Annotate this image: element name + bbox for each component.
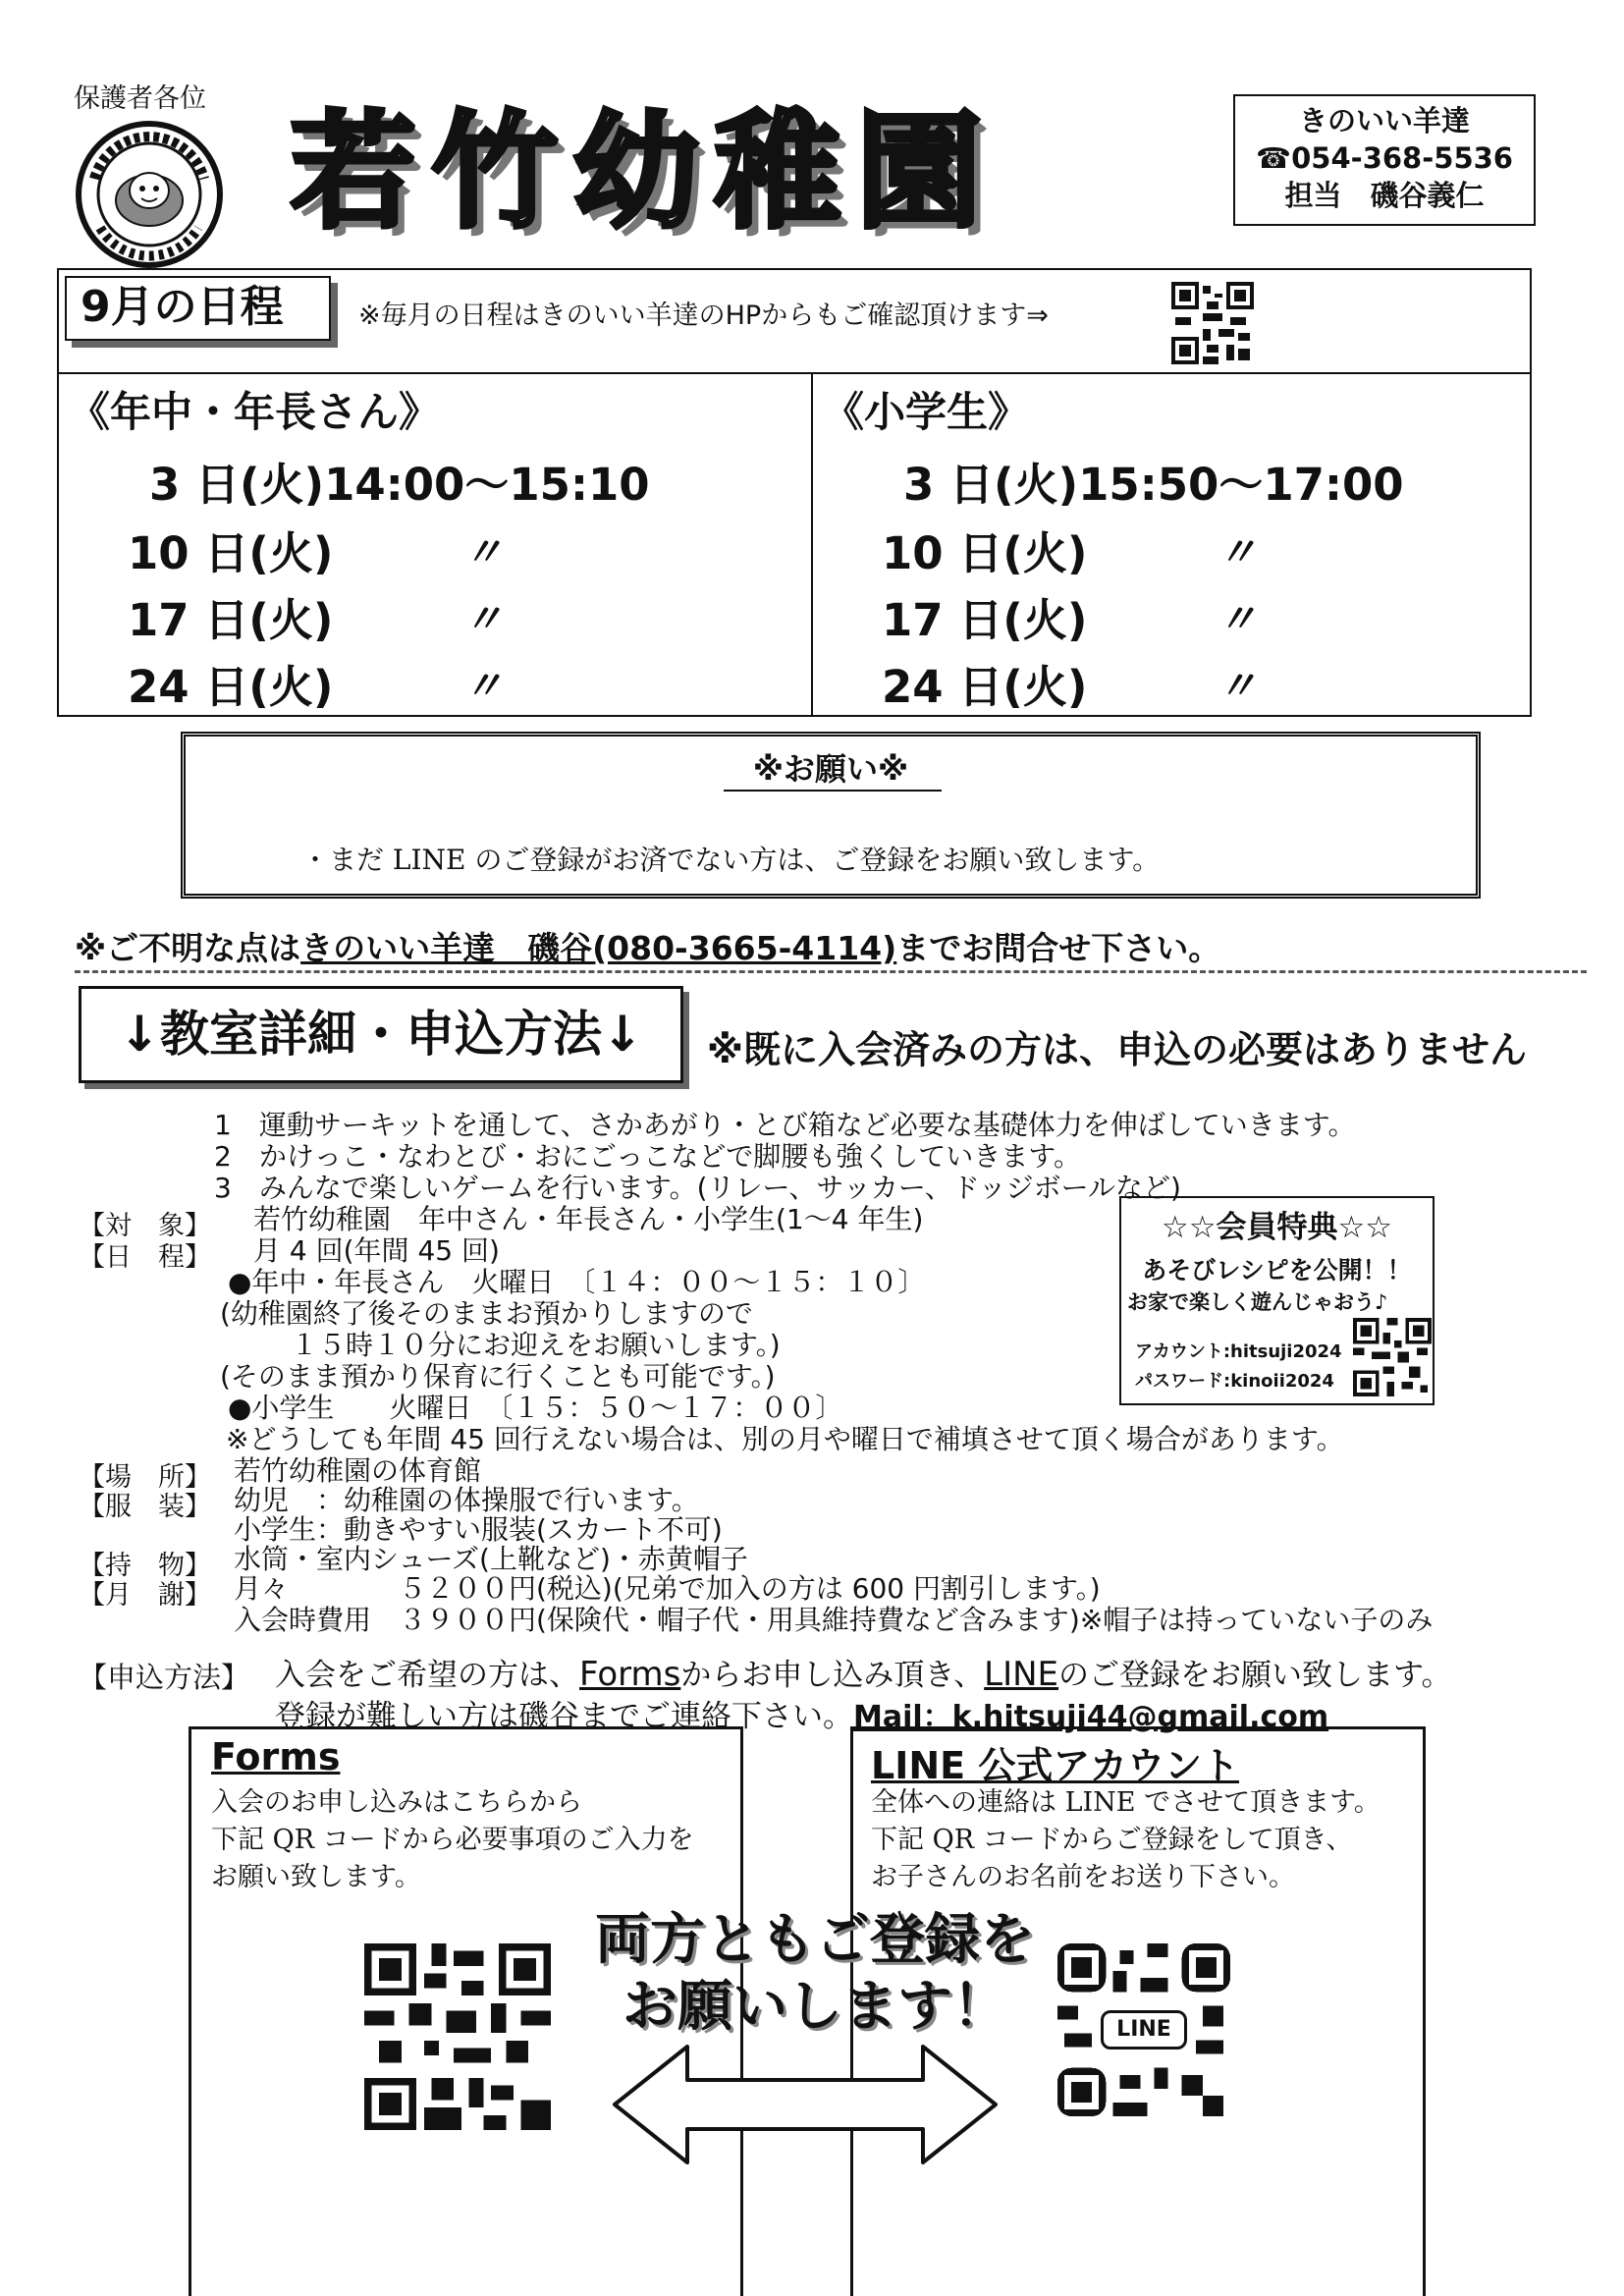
register-both-message bbox=[589, 1907, 1041, 2041]
kindergarten-row-3: 17 日(火) bbox=[128, 594, 334, 646]
register-both-line-2: お願いします！ bbox=[623, 1975, 1007, 2039]
kindergarten-row-4: 24 日(火) bbox=[128, 661, 334, 713]
apply-text-a: 入会をご希望の方は、 bbox=[275, 1658, 579, 1693]
member-line-1: あそびレシピを公開！！ bbox=[1142, 1256, 1412, 1285]
inquiry-prefix: ※ご不明な点は bbox=[75, 929, 301, 967]
line-text-1: 全体への連絡は LINE でさせて頂きます。 bbox=[871, 1787, 1380, 1818]
forms-title: Forms bbox=[211, 1735, 341, 1778]
schedule-line-6: ●小学生 火曜日 〔１５：５０～１７：００〕 bbox=[228, 1392, 843, 1424]
contact-phone: ☎054-368-5536 bbox=[1256, 141, 1513, 175]
apply-text-c: のご登録をお願い致します。 bbox=[1058, 1658, 1452, 1693]
inquiry-contact: きのいい羊達 磯谷(080-3665-4114) bbox=[300, 929, 897, 967]
member-benefit-box bbox=[1119, 1196, 1435, 1405]
member-password: パスワード:kinoii2024 bbox=[1135, 1371, 1334, 1392]
target-value: 若竹幼稚園 年中さん・年長さん・小学生(1～4 年生) bbox=[253, 1203, 924, 1235]
sheep-logo bbox=[75, 120, 224, 269]
fee-enrollment: 入会時費用 ３９００円(保険代・帽子代・用具維持費など含みます)※帽子は持っていない子のみ bbox=[234, 1604, 1434, 1636]
register-both-line-1: 両方ともご登録を bbox=[595, 1908, 1035, 1972]
elementary-row-1: 3 日(火)15:50～17:00 bbox=[903, 459, 1404, 511]
request-box bbox=[181, 732, 1481, 899]
forms-qr-code[interactable] bbox=[364, 1943, 551, 2130]
inquiry-line bbox=[75, 923, 1220, 969]
kindergarten-row-3-ditto: 〃 bbox=[463, 597, 503, 642]
elementary-row-4-ditto: 〃 bbox=[1218, 664, 1257, 709]
place-value: 若竹幼稚園の体育館 bbox=[234, 1454, 482, 1487]
kindergarten-heading: 《年中・年長さん》 bbox=[69, 388, 441, 436]
schedule-line-2: ●年中・年長さん 火曜日 〔１４：００～１５：１０〕 bbox=[228, 1266, 926, 1298]
schedule-label: 【日 程】 bbox=[79, 1242, 211, 1273]
elementary-heading: 《小学生》 bbox=[823, 388, 1030, 436]
member-line-2: お家で楽しく遊んじゃおう♪ bbox=[1127, 1290, 1388, 1314]
apply-line-1 bbox=[275, 1650, 1452, 1694]
forms-text-3: お願い致します。 bbox=[211, 1862, 421, 1892]
items-value: 水筒・室内シューズ(上靴など)・赤黄帽子 bbox=[234, 1543, 748, 1575]
line-text-3: お子さんのお名前をお送り下さい。 bbox=[871, 1862, 1295, 1892]
point-1: 1 運動サーキットを通して、さかあがり・とび箱など必要な基礎体力を伸ばしていきます。 bbox=[214, 1109, 1356, 1141]
line-link[interactable]: LINE bbox=[984, 1655, 1059, 1694]
kindergarten-row-1: 3 日(火)14:00～15:10 bbox=[149, 459, 650, 511]
kindergarten-row-4-ditto: 〃 bbox=[463, 664, 503, 709]
schedule-line-1: 月 4 回(年間 45 回) bbox=[253, 1234, 500, 1267]
schedule-column-divider bbox=[811, 372, 813, 717]
schedule-title: 9月の日程 bbox=[65, 276, 331, 341]
elementary-row-2-ditto: 〃 bbox=[1218, 530, 1257, 575]
fee-monthly: 月々 ５２００円(税込)(兄弟で加入の方は 600 円割引します。) bbox=[234, 1572, 1101, 1605]
elementary-row-3: 17 日(火) bbox=[882, 594, 1088, 646]
schedule-line-4: １５時１０分にお迎えをお願いします。) bbox=[291, 1329, 781, 1361]
member-account: アカウント:hitsuji2024 bbox=[1135, 1341, 1342, 1362]
contact-org: きのいい羊達 bbox=[1298, 104, 1470, 137]
line-title: LINE 公式アカウント bbox=[871, 1744, 1239, 1787]
clothes-elementary: 小学生：動きやすい服装(スカート不可) bbox=[234, 1513, 723, 1546]
elementary-row-2: 10 日(火) bbox=[882, 527, 1088, 579]
schedule-line-3: (幼稚園終了後そのままお預かりしますので bbox=[220, 1297, 753, 1330]
already-member-note: ※既に入会済みの方は、申込の必要はありません bbox=[707, 1028, 1527, 1071]
recipients: 保護者各位 bbox=[74, 83, 206, 114]
hp-qr-code[interactable] bbox=[1171, 282, 1254, 364]
point-2: 2 かけっこ・なわとび・おにごっこなどで脚腰も強くしていきます。 bbox=[214, 1140, 1082, 1173]
apply-label: 【申込方法】 bbox=[79, 1661, 250, 1694]
schedule-line-5: (そのまま預かり保育に行くことも可能です。) bbox=[220, 1360, 776, 1393]
forms-text-1: 入会のお申し込みはこちらから bbox=[211, 1787, 582, 1818]
cut-line bbox=[75, 970, 1587, 973]
apply-line-2-text: 登録が難しい方は磯谷までご連絡下さい。 bbox=[275, 1699, 853, 1734]
member-qr-code[interactable] bbox=[1353, 1318, 1432, 1396]
contact-person: 担当 磯谷義仁 bbox=[1284, 179, 1485, 212]
apply-text-b: からお申し込み頂き、 bbox=[680, 1658, 985, 1693]
request-title-underline bbox=[724, 790, 942, 792]
forms-link[interactable]: Forms bbox=[579, 1655, 681, 1694]
schedule-note: ※毎月の日程はきのいい羊達のHPからもご確認頂けます⇒ bbox=[358, 301, 1049, 331]
inquiry-suffix: までお問合せ下さい。 bbox=[896, 929, 1221, 967]
class-details-title: ↓教室詳細・申込方法↓ bbox=[79, 986, 683, 1083]
elementary-row-3-ditto: 〃 bbox=[1218, 597, 1257, 642]
kindergarten-row-2-ditto: 〃 bbox=[463, 530, 503, 575]
clothes-kids: 幼児 ：幼稚園の体操服で行います。 bbox=[234, 1484, 699, 1516]
items-label: 【持 物】 bbox=[79, 1551, 211, 1581]
forms-text-2: 下記 QR コードから必要事項のご入力を bbox=[211, 1825, 694, 1855]
kindergarten-row-2: 10 日(火) bbox=[128, 527, 334, 579]
request-title: ※お願い※ bbox=[752, 750, 909, 788]
request-text: ・まだ LINE のご登録がお済でない方は、ご登録をお願い致します。 bbox=[301, 844, 1161, 876]
line-qr-code[interactable] bbox=[1057, 1943, 1230, 2116]
point-3: 3 みんなで楽しいゲームを行います。(リレー、サッカー、ドッジボールなど) bbox=[214, 1172, 1181, 1204]
fee-label: 【月 謝】 bbox=[79, 1580, 211, 1611]
target-label: 【対 象】 bbox=[79, 1211, 211, 1241]
schedule-line-7: ※どうしても年間 45 回行えない場合は、別の月や曜日で補填させて頂く場合があります。 bbox=[226, 1423, 1344, 1455]
elementary-row-4: 24 日(火) bbox=[882, 661, 1088, 713]
schedule-rule bbox=[59, 372, 1530, 374]
mail-link[interactable]: Mail：k.hitsuji44@gmail.com bbox=[853, 1700, 1329, 1734]
kindergarten-title: 若竹幼稚園 bbox=[291, 99, 999, 246]
schedule-box bbox=[57, 268, 1532, 717]
clothes-label: 【服 装】 bbox=[79, 1492, 211, 1522]
contact-box bbox=[1233, 94, 1536, 226]
member-title: ☆☆会員特典☆☆ bbox=[1161, 1210, 1393, 1245]
place-label: 【場 所】 bbox=[79, 1462, 211, 1493]
double-arrow-icon bbox=[609, 2041, 1001, 2168]
line-text-2: 下記 QR コードからご登録をして頂き、 bbox=[871, 1825, 1353, 1855]
line-qr-label: LINE bbox=[1101, 2010, 1187, 2050]
